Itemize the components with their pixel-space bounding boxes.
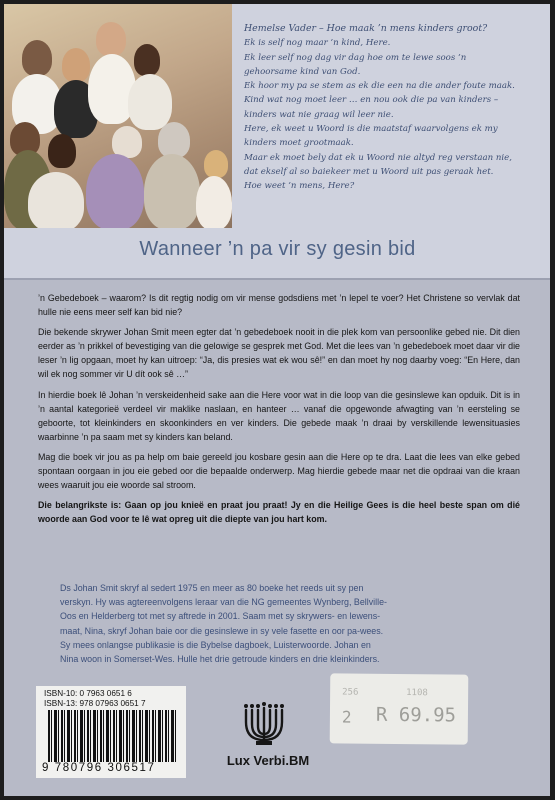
- blurb: [38, 291, 520, 532]
- blurb-paragraph: Die bekende skrywer Johan Smit meen egter dat ’n gebedeboek nooit in die plek kom van persoonlike gebed nie. Dit dien eerder as ’n prikkel of bevestiging van die gelowige se gesprek met God. Met die lees van ’n gebedeboek moet daar vir die leser ’n lig opgaan, moet hy kan uitroep: “Ja, dis presies wat ek wou sê!” en dan moet hy nog daarby voeg: “En Here, dan wil ek nog sommer vir U dít ook sê …”: [38, 327, 520, 380]
- poem-line: Ek is self nog maar ’n kind, Here.: [244, 38, 391, 49]
- poem-line: Ek leer self nog dag vir dag hoe om te lewe soos ’n: [244, 52, 467, 63]
- bio-line: Nina woon in Somerset-Wes. Hulle het drie getroude kinders en drie kleinkinders.: [60, 654, 380, 665]
- poem-line: kinders wat nie graag wil leer nie.: [244, 109, 394, 120]
- book-title: Wanneer ’n pa vir sy gesin bid: [139, 238, 416, 260]
- isbn-13: ISBN-13: 978 07963 0651 7: [44, 699, 146, 708]
- poem-line: gehoorsame kind van God.: [244, 66, 361, 77]
- poem-line: Here, ek weet u Woord is die maatstaf waarvolgens ek my: [244, 124, 498, 135]
- divider: [4, 278, 550, 280]
- author-bio: [60, 581, 500, 666]
- barcode: [48, 710, 178, 762]
- blurb-paragraph: ’n Gebedeboek – waarom? Is dit regtig nodig om vir mense godsdiens met ’n lepel te voer? Het Christene so vervlak dat hulle nie eens meer self kan bid nie?: [38, 293, 520, 318]
- poem-line: kinders moet grootmaak.: [244, 138, 354, 149]
- menorah-logo-icon: [239, 700, 289, 748]
- poem-line: dat ekself al so baiekeer met u Woord uit pas geraak het.: [244, 166, 494, 177]
- poem-line: Hemelse Vader – Hoe maak ’n mens kinders groot?: [244, 23, 488, 34]
- barcode-box: [36, 686, 186, 778]
- price-sticker: [330, 673, 469, 744]
- publisher-name: Lux Verbi.BM: [226, 753, 310, 768]
- barcode-number: 9 780796 306517: [42, 762, 156, 774]
- poem-line: Ek hoor my pa se stem as ek die een na die ander foute maak.: [244, 81, 515, 92]
- family-photo: [4, 4, 232, 228]
- poem-block: [244, 22, 539, 194]
- sticker-code-right: 1108: [406, 688, 428, 699]
- bio-line: verskyn. Hy was agtereenvolgens leraar van die NG gemeentes Wynberg, Bellville-: [60, 597, 387, 608]
- sticker-code-left: 256: [342, 687, 359, 698]
- bio-line: maat, Nina, skryf Johan baie oor die gesinslewe in sy vele fasette en oor pa-wees.: [60, 625, 384, 636]
- blurb-paragraph: In hierdie boek lê Johan ’n verskeidenheid sake aan die Here voor wat in die loop van die gesinslewe kan opduik. Dit is in ’n aantal kategorieë verdeel vir maklike naslaan, en hanteer … vanaf die opgewonde afwagting van ’n eersteling se geboorte, tot kleinkinders en skoonkinders en ver kinders. Die gebede maak ’n draai by verskillende lewensituasies waarbinne ’n pa saam met sy kinders kan beland.: [38, 389, 520, 442]
- sticker-prefix: 2: [341, 707, 352, 727]
- bio-line: Oos en Helderberg tot met sy aftrede in 2001. Saam met sy skrywers- en lewens-: [60, 611, 381, 622]
- poem-line: Maar ek moet bely dat ek u Woord nie altyd reg verstaan nie,: [244, 152, 512, 163]
- isbn-10: ISBN-10: 0 7963 0651 6: [44, 689, 132, 698]
- poem-line: Kind wat nog moet leer … en nou ook die pa van kinders –: [244, 95, 499, 106]
- blurb-paragraph: Mag die boek vir jou as pa help om baie gereeld jou kosbare gesin aan die Here op te dra. Laat die lees van elke gebed spontaan oorgaan in jou eie gebed oor die bepaalde onderwerp. Mag hierdie gebede maar net die opdraai van die kraan wees waaruit jou eie woorde sal stroom.: [38, 451, 520, 491]
- bio-line: Sy mees onlangse publikasie is die Bybelse dagboek, Luisterwoorde. Johan en: [60, 639, 371, 650]
- blurb-emphasis: Die belangrikste is: Gaan op jou knieë en praat jou praat! Jy en die Heilige Gees is die heel beste span om dié woorde aan God voor te lê wat opreg uit die diepte van jou hart kom.: [38, 500, 520, 525]
- sticker-price: R 69.95: [375, 703, 457, 727]
- bio-line: Ds Johan Smit skryf al sedert 1975 en meer as 80 boeke het reeds uit sy pen: [60, 583, 364, 593]
- poem-line: Hoe weet ’n mens, Here?: [244, 181, 355, 192]
